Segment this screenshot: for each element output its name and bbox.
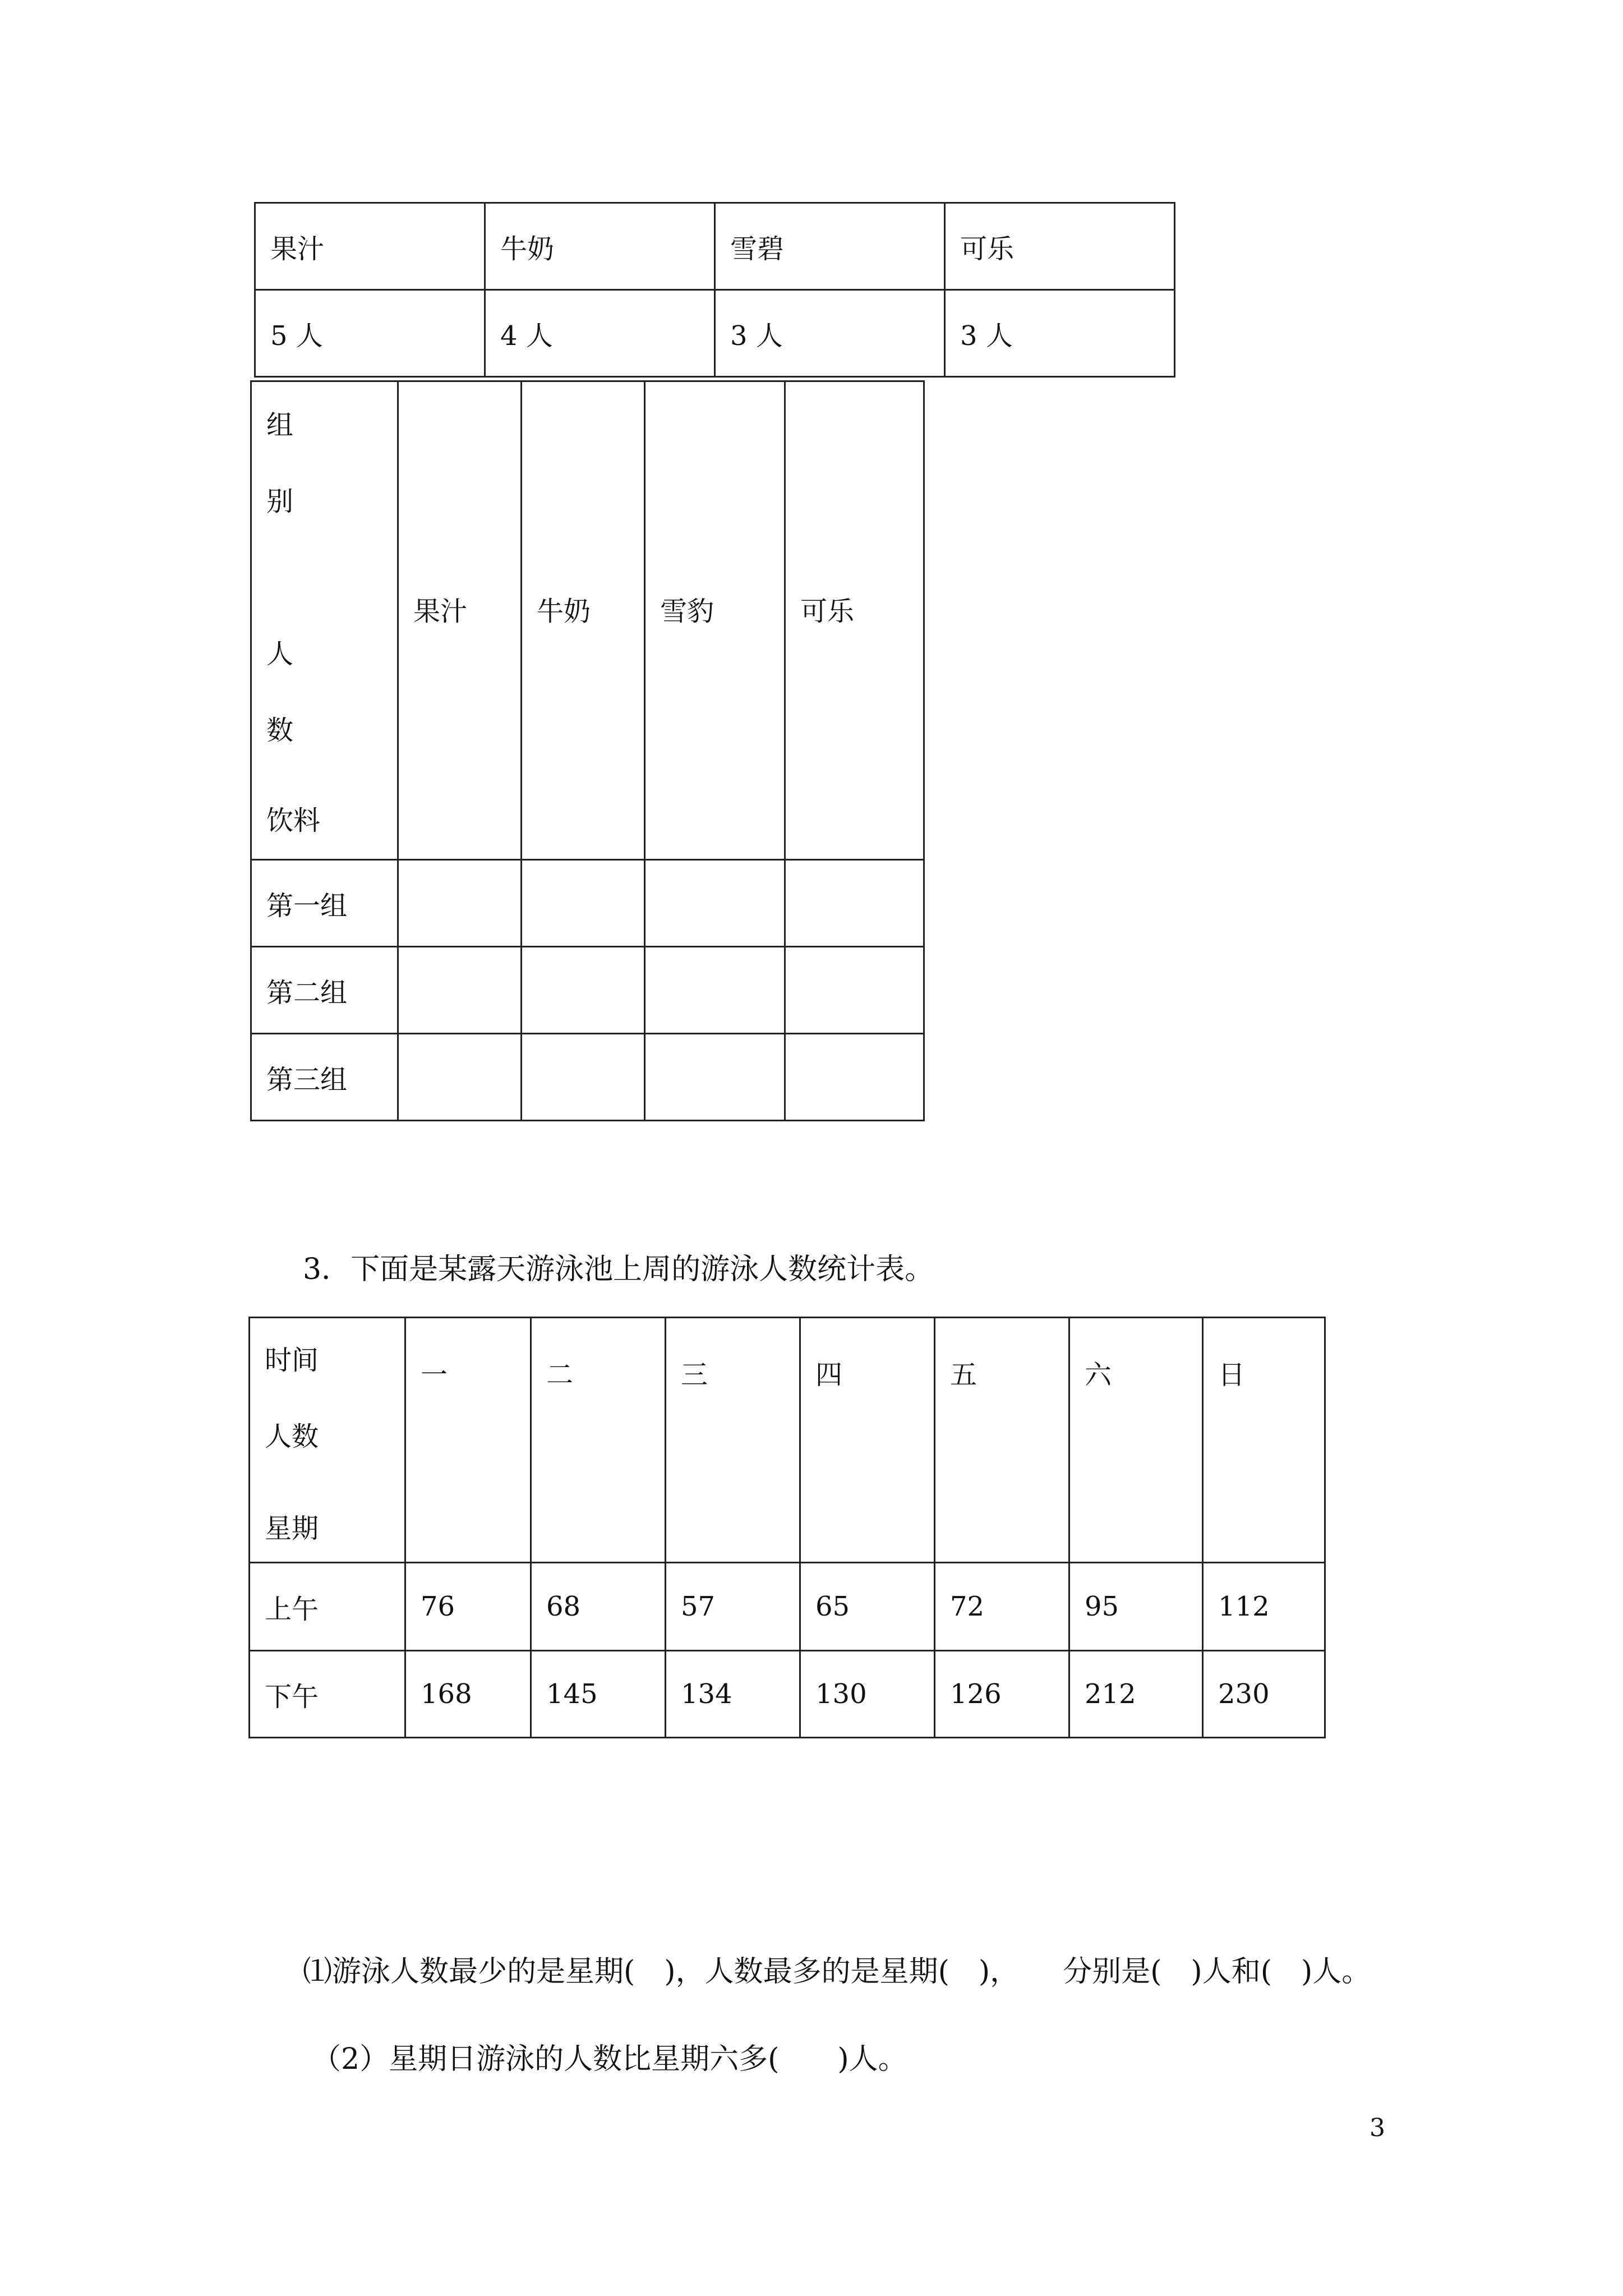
value-juice: 5 人	[255, 290, 485, 377]
blank-cell	[522, 1034, 645, 1121]
blank-cell	[398, 860, 522, 947]
row-label-morning: 上午	[250, 1563, 405, 1651]
blank-cell	[785, 947, 924, 1034]
blank-cell	[398, 1034, 522, 1121]
value-milk: 4 人	[485, 290, 715, 377]
row-label-group-3: 第三组	[251, 1034, 398, 1121]
blank-cell	[785, 860, 924, 947]
day-header-sat: 六	[1069, 1318, 1203, 1563]
day-header-fri: 五	[935, 1318, 1069, 1563]
row-label-group-1: 第一组	[251, 860, 398, 947]
value-cola: 3 人	[945, 290, 1175, 377]
value-cell: 168	[405, 1651, 531, 1738]
subquestion-1: ⑴游泳人数最少的是星期( )，人数最多的是星期( )， 分别是( )人和( )人。	[303, 1955, 1371, 1989]
blank-cell	[645, 860, 785, 947]
corner-label-beverage: 饮料	[266, 805, 321, 836]
day-header-wed: 三	[666, 1318, 800, 1563]
corner-header	[250, 1318, 405, 1563]
table-row	[250, 1563, 1325, 1651]
day-header-tue: 二	[531, 1318, 666, 1563]
subquestion-2: （2）星期日游泳的人数比星期六多( )人。	[312, 2042, 907, 2076]
value-cell: 76	[405, 1563, 531, 1651]
beverage-count-table	[254, 202, 1175, 378]
corner-char-2: 别	[266, 486, 294, 517]
corner-char-4: 数	[266, 715, 294, 746]
table-row	[250, 1651, 1325, 1738]
header-cola: 可乐	[945, 203, 1175, 290]
corner-char-1: 组	[266, 409, 294, 441]
header-milk: 牛奶	[522, 381, 645, 860]
header-juice: 果汁	[255, 203, 485, 290]
blank-cell	[785, 1034, 924, 1121]
value-cell: 65	[800, 1563, 935, 1651]
value-cell: 95	[1069, 1563, 1203, 1651]
corner-header	[251, 381, 398, 860]
day-header-thu: 四	[800, 1318, 935, 1563]
value-cell: 112	[1203, 1563, 1325, 1651]
value-cell: 212	[1069, 1651, 1203, 1738]
blank-cell	[522, 860, 645, 947]
corner-char-3: 人	[266, 638, 294, 670]
blank-cell	[522, 947, 645, 1034]
value-sprite: 3 人	[715, 290, 945, 377]
value-cell: 230	[1203, 1651, 1325, 1738]
header-snow-leopard: 雪豹	[645, 381, 785, 860]
value-cell: 68	[531, 1563, 666, 1651]
value-cell: 134	[666, 1651, 800, 1738]
swimming-count-table	[248, 1317, 1326, 1738]
row-label-afternoon: 下午	[250, 1651, 405, 1738]
header-cola: 可乐	[785, 381, 924, 860]
day-header-mon: 一	[405, 1318, 531, 1563]
value-cell: 126	[935, 1651, 1069, 1738]
day-header-sun: 日	[1203, 1318, 1325, 1563]
row-label-group-2: 第二组	[251, 947, 398, 1034]
value-cell: 72	[935, 1563, 1069, 1651]
corner-label-people: 人数	[265, 1421, 319, 1452]
value-cell: 130	[800, 1651, 935, 1738]
corner-label-weekday: 星期	[265, 1513, 319, 1544]
group-beverage-table	[250, 380, 925, 1121]
blank-cell	[398, 947, 522, 1034]
header-sprite: 雪碧	[715, 203, 945, 290]
blank-cell	[645, 947, 785, 1034]
blank-cell	[645, 1034, 785, 1121]
value-cell: 145	[531, 1651, 666, 1738]
page-number: 3	[1370, 2114, 1385, 2142]
question-3-title: 3．下面是某露天游泳池上周的游泳人数统计表。	[303, 1253, 934, 1286]
value-cell: 57	[666, 1563, 800, 1651]
header-juice: 果汁	[398, 381, 522, 860]
header-milk: 牛奶	[485, 203, 715, 290]
corner-label-time: 时间	[265, 1345, 319, 1376]
